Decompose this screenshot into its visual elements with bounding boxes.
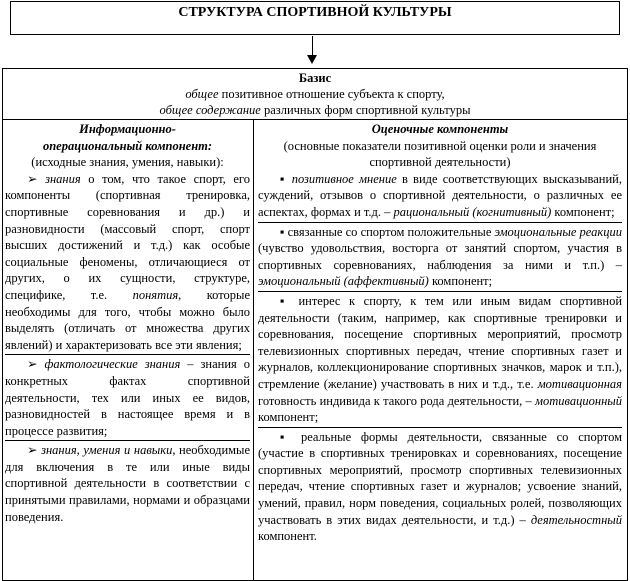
item-em: эмоциональные реакции [494,224,622,239]
item-em-2: мотивационный [535,393,622,408]
basis-line-2-em: общее содержание [159,103,261,117]
square-bullet-icon: ▪ [280,293,290,308]
item-em: фактологические знания [44,357,181,372]
item-text: реальные формы деятельности, связанные со спортом (участие в спортивных тренировках и соревнованиях, посещение спортивных мероприятий, просмотр спортивных телевизионных передач, чтение спортивных газет и журналов; усвоение знаний, умений, правил, норм поведения, социальных ролей, позволяющих участвовать в этих видах деятельности, и т.д.) – [258,429,622,527]
item-text-3: компонент; [258,410,319,425]
item-em-2: рациональный (когнитивный) [393,204,552,219]
right-heading-line: Оценочные компоненты [371,122,509,136]
item-em: мотивационная [537,376,622,391]
basis-line-2 [3,102,627,118]
basis-line-1-text: позитивное отношение субъекта к спорту, [218,87,445,101]
right-subheading: (основные показатели позитивной оценки роли и значения спортивной деятельности) [283,138,597,170]
item-em: знания [45,171,81,186]
item-text: (чувство удовольствия, восторга от занятий спортом, участия в спортивных соревнованиях, наблюдения за ними и т.п.) – [258,241,622,272]
basis-heading: Базис [298,71,332,85]
item-text-2: компонент; [551,204,615,219]
list-item [258,224,622,290]
square-bullet-icon: ▪ [280,429,292,444]
section-divider [5,440,250,441]
item-pre: связанные со спортом положительные [287,224,495,239]
section-divider [5,354,250,355]
list-item [258,171,622,221]
list-item [5,356,250,439]
section-divider [258,222,622,223]
right-heading [258,121,622,171]
item-em-2: эмоциональный (аффективный) [258,274,429,289]
item-text-2: компонент. [258,529,317,544]
left-heading-line-1: Информационно- [79,122,176,136]
left-heading-line-2: операциональный компонент: [42,138,213,153]
arrow-down-icon [312,36,313,56]
item-text-2: готовность индивида к такого рода деятельности, – [258,393,536,408]
arrow-head-icon [307,55,317,64]
arrow-bullet-icon: ➢ [27,443,38,458]
basis-line-1 [3,86,627,102]
section-divider [258,427,622,428]
item-em-2: понятия [132,287,179,302]
item-text-2: компонент; [428,274,493,289]
item-text: – знания о конкретных фактах спортивной деятельности, тех или иных ее видов, разновидностей в настоящее время и в процессе развития; [5,357,251,438]
section-divider [258,291,622,292]
left-column [5,121,250,525]
item-text: , необходимые для включения в те или иные виды спортивной деятельности в соответствии с принятыми правилами, нормами и образцами поведения. [5,443,250,524]
basis-line-2-text: различных форм спортивной культуры [260,103,471,117]
list-item [258,293,622,426]
square-bullet-icon: ▪ [280,224,285,239]
list-item [258,429,622,545]
arrow-bullet-icon: ➢ [27,171,38,186]
column-divider [253,119,254,581]
left-subheading: (исходные знания, умения, навыки): [31,155,224,170]
basis-line-1-em: общее [185,87,219,101]
left-heading [5,121,250,171]
item-em: знания, умения и навыки [41,443,173,458]
page-title: СТРУКТУРА СПОРТИВНОЙ КУЛЬТУРЫ [10,1,620,35]
basis-box [2,68,628,119]
item-text: о том, что такое спорт, его компоненты (спортивная тренировка, спортивные соревнования и др.) и разновидности (массовый спорт, спорт высших достижений и т.д.) как особые социальные феномены, отличающиеся от других, о их сущности, структуре, специфике, т.е. [5,171,250,302]
item-em: деятельностный [530,512,622,527]
item-text: в виде соответствующих высказываний, суждений, отзывов о спортивной деятельности, о различных ее аспектах, формах и т.д. – [258,171,622,219]
square-bullet-icon: ▪ [280,171,287,186]
list-item [5,171,250,354]
arrow-bullet-icon: ➢ [27,357,38,372]
item-text-2: , которые необходимы для того, чтобы можно было выделять (отличать от множества других явлений) и характеризовать все эти явления; [5,287,250,352]
list-item [5,442,250,525]
right-column [258,121,622,545]
item-text: интерес к спорту, к тем или иным видам спортивной деятельности (таким, например, как спортивные тренировки и соревнования, посещение спортивных мероприятий, просмотр телевизионных спортивных передач, чтение спортивных газет и журналов, коллекционирование спортивных значков, марок и т.п.), стремление (желание) участвовать в них и т.д., т.е. [258,293,623,391]
item-em: позитивное мнение [291,171,397,186]
